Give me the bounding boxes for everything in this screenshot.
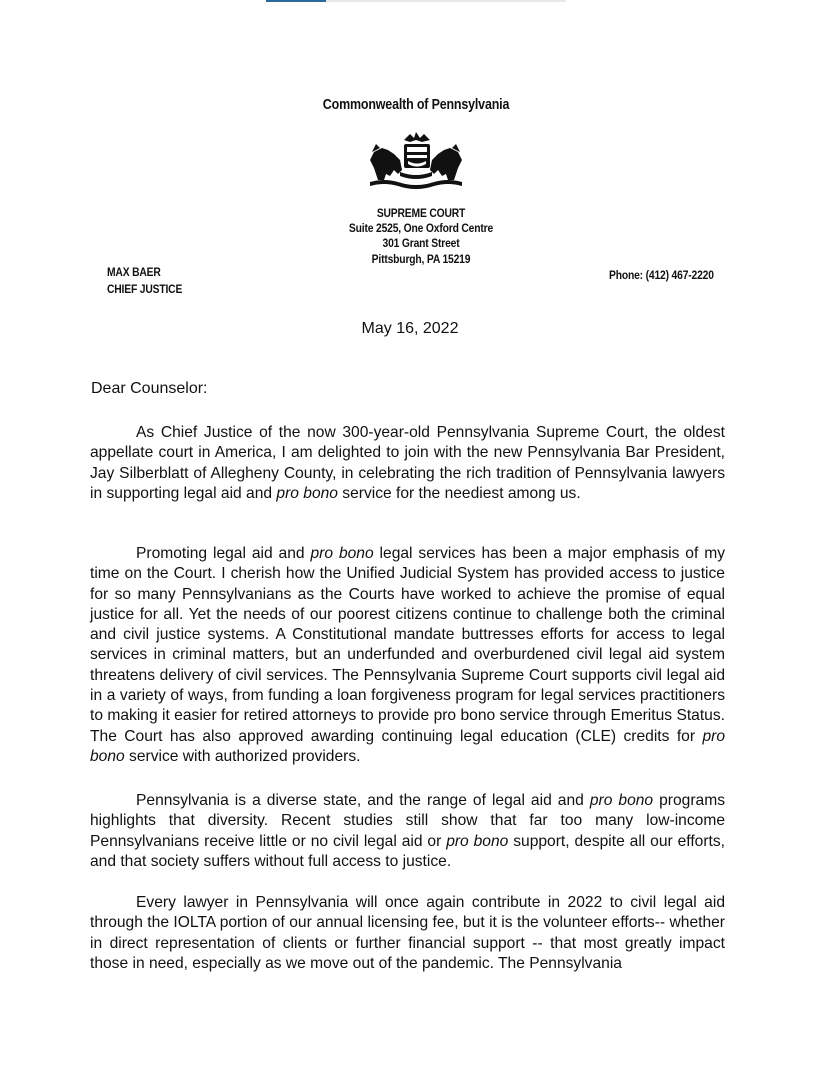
paragraph-4: Every lawyer in Pennsylvania will once again contribute in 2022 to civil legal aid through the IOLTA portion of our annual licensing fee, but it is the volunteer efforts-- whether in direct representation of clients or further financial support -- that most greatly impact those in need, especially as we move out of the pandemic. The Pennsylvania: [90, 894, 725, 972]
paragraph-2: Promoting legal aid and pro bono legal services has been a major emphasis of my time on the Court. I cherish how the Unified Judicial System has provided access to justice for so many Pennsylvanians as the Courts have worked to achieve the promise of equal justice for all. Yet the needs of our poorest citizens continue to challenge both the criminal and civil justice systems. A Constitutional mandate buttresses efforts for access to legal services in criminal matters, but an underfunded and overburdened civil legal aid system threatens delivery of civil services. The Pennsylvania Supreme Court supports civil legal aid in a variety of ways, from funding a loan forgiveness program for legal services practitioners to making it easier for retired attorneys to provide pro bono service through Emeritus Status. The Court has also approved awarding continuing legal education (CLE) credits for pro bono service with authorized providers.: [90, 545, 725, 765]
pennsylvania-coat-of-arms-icon: [364, 130, 468, 190]
paragraph-3: Pennsylvania is a diverse state, and the range of legal aid and pro bono programs highlights that diversity. Recent studies still show that far too many low-income Pennsylvanians receive little or no civil legal aid or pro bono support, despite all our efforts, and that society suffers without full access to justice.: [90, 792, 725, 870]
court-street: 301 Grant Street: [382, 236, 460, 250]
court-suite: Suite 2525, One Oxford Centre: [348, 221, 494, 235]
salutation: Dear Counselor:: [91, 380, 208, 397]
court-city: Pittsburgh, PA 15219: [371, 252, 471, 266]
justice-name: MAX BAER: [107, 265, 161, 279]
justice-title: CHIEF JUSTICE: [107, 282, 183, 296]
paragraph-1: As Chief Justice of the now 300-year-old Pennsylvania Supreme Court, the oldest appellate court in America, I am delighted to join with the new Pennsylvania Bar President, Jay Silberblatt of Allegheny County, in celebrating the rich tradition of Pennsylvania lawyers in supporting legal aid and pro bono service for the neediest among us.: [90, 424, 725, 502]
scrollbar-thumb[interactable]: [266, 0, 326, 2]
court-name: SUPREME COURT: [376, 206, 466, 220]
letter-date: May 16, 2022: [361, 320, 459, 337]
commonwealth-heading: Commonwealth of Pennsylvania: [322, 97, 510, 113]
phone-number: Phone: (412) 467-2220: [609, 268, 714, 282]
